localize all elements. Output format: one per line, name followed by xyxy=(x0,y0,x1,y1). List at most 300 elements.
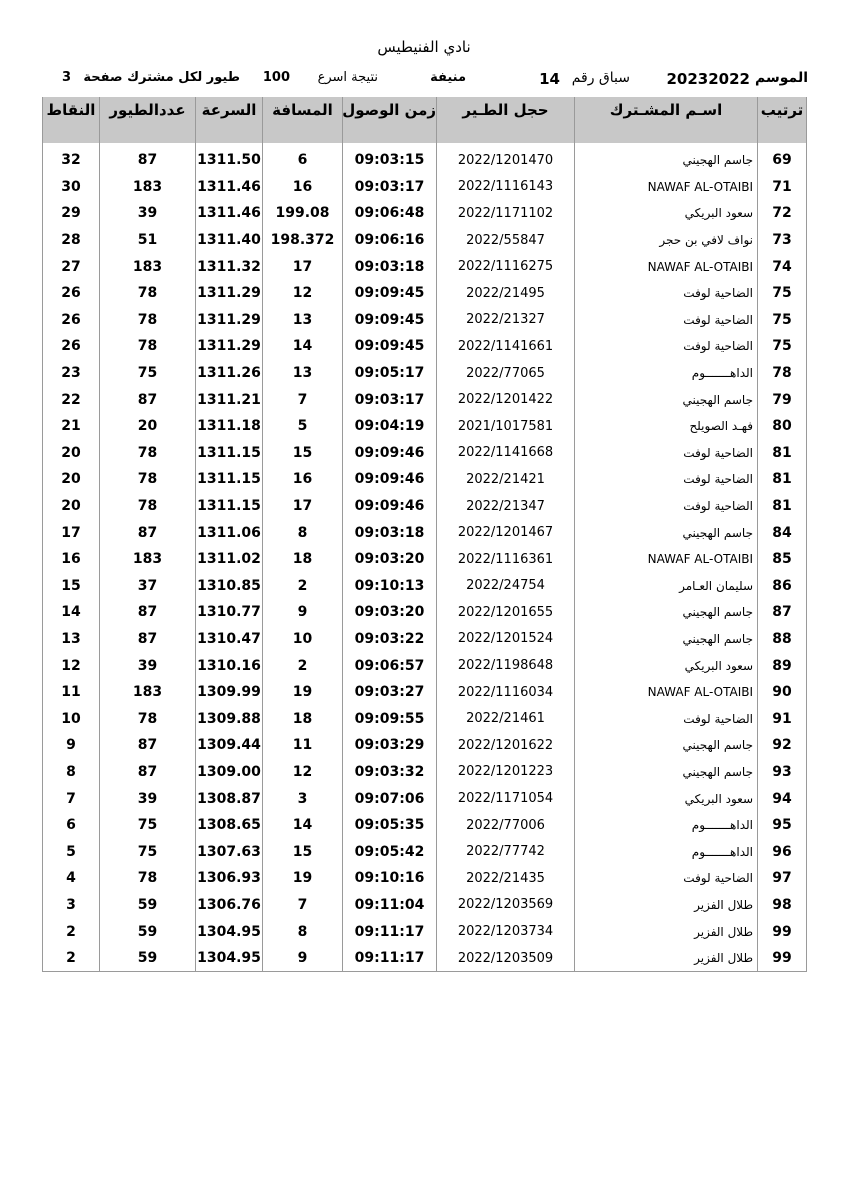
table-row xyxy=(43,143,807,174)
cell-distance: 17 xyxy=(263,253,343,280)
cell-birds: 39 xyxy=(100,200,196,227)
cell-points: 26 xyxy=(43,333,100,360)
table-row xyxy=(43,493,807,520)
header-name: اسـم المشـترك xyxy=(575,97,758,143)
table-row xyxy=(43,227,807,254)
cell-rank: 92 xyxy=(758,732,807,759)
cell-distance: 14 xyxy=(263,333,343,360)
cell-name: الداهـــــــوم xyxy=(575,360,758,387)
cell-arrival: 09:03:17 xyxy=(343,386,437,413)
cell-birds: 78 xyxy=(100,466,196,493)
table-row xyxy=(43,865,807,892)
cell-ring: 2022/1203734 xyxy=(437,918,575,945)
cell-name: جاسم الهجيني xyxy=(575,519,758,546)
header-distance: المسافة xyxy=(263,97,343,143)
cell-rank: 71 xyxy=(758,174,807,201)
cell-arrival: 09:10:16 xyxy=(343,865,437,892)
table-row xyxy=(43,679,807,706)
cell-ring: 2022/1201470 xyxy=(437,143,575,174)
cell-rank: 78 xyxy=(758,360,807,387)
cell-rank: 81 xyxy=(758,493,807,520)
cell-ring: 2022/1141668 xyxy=(437,440,575,467)
cell-arrival: 09:09:46 xyxy=(343,466,437,493)
cell-birds: 78 xyxy=(100,493,196,520)
cell-ring: 2022/1116143 xyxy=(437,174,575,201)
cell-speed: 1311.50 xyxy=(196,143,263,174)
header-arrival: زمن الوصول xyxy=(343,97,437,143)
cell-distance: 11 xyxy=(263,732,343,759)
cell-ring: 2022/1141661 xyxy=(437,333,575,360)
cell-speed: 1311.06 xyxy=(196,519,263,546)
cell-name: الضاحية لوفت xyxy=(575,705,758,732)
cell-ring: 2022/1116361 xyxy=(437,546,575,573)
cell-arrival: 09:09:55 xyxy=(343,705,437,732)
cell-ring: 2022/1171102 xyxy=(437,200,575,227)
cell-name: طلال الفزير xyxy=(575,918,758,945)
cell-points: 23 xyxy=(43,360,100,387)
cell-ring: 2022/21327 xyxy=(437,307,575,334)
cell-ring: 2022/1201622 xyxy=(437,732,575,759)
cell-points: 26 xyxy=(43,307,100,334)
cell-arrival: 09:07:06 xyxy=(343,785,437,812)
cell-distance: 198.372 xyxy=(263,227,343,254)
cell-rank: 75 xyxy=(758,333,807,360)
cell-birds: 183 xyxy=(100,174,196,201)
cell-ring: 2022/1201524 xyxy=(437,626,575,653)
cell-rank: 91 xyxy=(758,705,807,732)
cell-arrival: 09:03:17 xyxy=(343,174,437,201)
race-location: منيفة xyxy=(430,70,466,85)
table-row xyxy=(43,333,807,360)
table-row xyxy=(43,945,807,972)
cell-points: 16 xyxy=(43,546,100,573)
cell-arrival: 09:06:48 xyxy=(343,200,437,227)
cell-rank: 95 xyxy=(758,812,807,839)
cell-birds: 87 xyxy=(100,626,196,653)
cell-points: 28 xyxy=(43,227,100,254)
cell-speed: 1310.16 xyxy=(196,652,263,679)
cell-distance: 199.08 xyxy=(263,200,343,227)
cell-ring: 2022/77006 xyxy=(437,812,575,839)
table-row xyxy=(43,200,807,227)
cell-name: طلال الفزير xyxy=(575,945,758,972)
cell-arrival: 09:05:42 xyxy=(343,838,437,865)
cell-arrival: 09:03:22 xyxy=(343,626,437,653)
cell-name: سليمان العـامر xyxy=(575,573,758,600)
cell-ring: 2022/77742 xyxy=(437,838,575,865)
cell-rank: 84 xyxy=(758,519,807,546)
header-ring: حجل الطـير xyxy=(437,97,575,143)
cell-points: 13 xyxy=(43,626,100,653)
cell-birds: 39 xyxy=(100,785,196,812)
cell-speed: 1311.21 xyxy=(196,386,263,413)
cell-ring: 2022/1201467 xyxy=(437,519,575,546)
cell-points: 11 xyxy=(43,679,100,706)
cell-rank: 72 xyxy=(758,200,807,227)
cell-distance: 19 xyxy=(263,679,343,706)
table-row xyxy=(43,732,807,759)
cell-birds: 87 xyxy=(100,732,196,759)
cell-name: سعود البريكي xyxy=(575,200,758,227)
cell-distance: 19 xyxy=(263,865,343,892)
cell-ring: 2022/77065 xyxy=(437,360,575,387)
cell-distance: 14 xyxy=(263,812,343,839)
cell-arrival: 09:03:20 xyxy=(343,546,437,573)
cell-points: 17 xyxy=(43,519,100,546)
table-row xyxy=(43,812,807,839)
cell-birds: 75 xyxy=(100,812,196,839)
cell-distance: 9 xyxy=(263,945,343,972)
cell-rank: 80 xyxy=(758,413,807,440)
cell-ring: 2022/21421 xyxy=(437,466,575,493)
cell-speed: 1311.15 xyxy=(196,466,263,493)
cell-points: 30 xyxy=(43,174,100,201)
cell-arrival: 09:09:45 xyxy=(343,307,437,334)
cell-points: 6 xyxy=(43,812,100,839)
result-label: نتيجة اسرع xyxy=(317,70,378,85)
cell-name: الضاحية لوفت xyxy=(575,493,758,520)
cell-speed: 1311.46 xyxy=(196,200,263,227)
cell-speed: 1309.44 xyxy=(196,732,263,759)
cell-speed: 1310.47 xyxy=(196,626,263,653)
season-value: 20232022 xyxy=(666,70,750,88)
cell-points: 22 xyxy=(43,386,100,413)
cell-points: 7 xyxy=(43,785,100,812)
cell-speed: 1308.65 xyxy=(196,812,263,839)
cell-arrival: 09:09:46 xyxy=(343,440,437,467)
table-row xyxy=(43,466,807,493)
cell-birds: 87 xyxy=(100,143,196,174)
table-row xyxy=(43,519,807,546)
cell-rank: 96 xyxy=(758,838,807,865)
cell-name: الضاحية لوفت xyxy=(575,440,758,467)
cell-ring: 2022/1203509 xyxy=(437,945,575,972)
cell-birds: 183 xyxy=(100,253,196,280)
cell-speed: 1311.15 xyxy=(196,440,263,467)
cell-points: 4 xyxy=(43,865,100,892)
cell-birds: 75 xyxy=(100,360,196,387)
cell-name: NAWAF AL-OTAIBI xyxy=(575,253,758,280)
cell-distance: 18 xyxy=(263,546,343,573)
cell-rank: 99 xyxy=(758,945,807,972)
table-row xyxy=(43,652,807,679)
cell-birds: 87 xyxy=(100,386,196,413)
header-rank: ترتيب xyxy=(758,97,807,143)
cell-speed: 1306.76 xyxy=(196,892,263,919)
cell-ring: 2022/1203569 xyxy=(437,892,575,919)
cell-speed: 1311.02 xyxy=(196,546,263,573)
season-label: الموسم xyxy=(755,70,808,86)
cell-arrival: 09:09:46 xyxy=(343,493,437,520)
cell-speed: 1304.95 xyxy=(196,945,263,972)
cell-ring: 2022/1201223 xyxy=(437,759,575,786)
cell-points: 15 xyxy=(43,573,100,600)
cell-ring: 2022/55847 xyxy=(437,227,575,254)
table-row xyxy=(43,174,807,201)
cell-arrival: 09:05:35 xyxy=(343,812,437,839)
table-row xyxy=(43,280,807,307)
cell-speed: 1309.88 xyxy=(196,705,263,732)
cell-name: الداهـــــــوم xyxy=(575,812,758,839)
cell-distance: 15 xyxy=(263,838,343,865)
cell-name: نواف لافي بن حجر xyxy=(575,227,758,254)
per-member-label: طيور لكل مشترك صفحة xyxy=(83,70,240,85)
cell-arrival: 09:11:17 xyxy=(343,945,437,972)
cell-ring: 2022/1116275 xyxy=(437,253,575,280)
cell-distance: 7 xyxy=(263,386,343,413)
cell-distance: 17 xyxy=(263,493,343,520)
cell-speed: 1309.00 xyxy=(196,759,263,786)
table-row xyxy=(43,918,807,945)
cell-name: جاسم الهجيني xyxy=(575,143,758,174)
cell-distance: 2 xyxy=(263,652,343,679)
cell-name: طلال الفزير xyxy=(575,892,758,919)
cell-speed: 1304.95 xyxy=(196,918,263,945)
table-row xyxy=(43,440,807,467)
cell-distance: 13 xyxy=(263,360,343,387)
cell-name: الضاحية لوفت xyxy=(575,280,758,307)
table-row xyxy=(43,307,807,334)
cell-arrival: 09:09:45 xyxy=(343,333,437,360)
header-speed: السرعة xyxy=(196,97,263,143)
cell-arrival: 09:06:57 xyxy=(343,652,437,679)
cell-birds: 75 xyxy=(100,838,196,865)
cell-birds: 20 xyxy=(100,413,196,440)
cell-arrival: 09:03:32 xyxy=(343,759,437,786)
cell-arrival: 09:11:17 xyxy=(343,918,437,945)
table-row xyxy=(43,705,807,732)
table-row xyxy=(43,573,807,600)
cell-points: 10 xyxy=(43,705,100,732)
cell-speed: 1311.29 xyxy=(196,307,263,334)
cell-distance: 7 xyxy=(263,892,343,919)
cell-arrival: 09:11:04 xyxy=(343,892,437,919)
cell-distance: 5 xyxy=(263,413,343,440)
results-table xyxy=(42,97,807,972)
cell-birds: 59 xyxy=(100,892,196,919)
table-row xyxy=(43,892,807,919)
result-count: 100 xyxy=(262,70,290,85)
cell-arrival: 09:03:29 xyxy=(343,732,437,759)
cell-points: 2 xyxy=(43,945,100,972)
cell-name: جاسم الهجيني xyxy=(575,759,758,786)
cell-arrival: 09:03:18 xyxy=(343,253,437,280)
cell-birds: 51 xyxy=(100,227,196,254)
cell-points: 3 xyxy=(43,892,100,919)
page-number: 3 xyxy=(61,70,71,85)
cell-birds: 87 xyxy=(100,519,196,546)
cell-speed: 1311.29 xyxy=(196,333,263,360)
cell-birds: 183 xyxy=(100,546,196,573)
cell-points: 12 xyxy=(43,652,100,679)
cell-points: 21 xyxy=(43,413,100,440)
cell-points: 9 xyxy=(43,732,100,759)
cell-rank: 99 xyxy=(758,918,807,945)
cell-birds: 87 xyxy=(100,599,196,626)
cell-ring: 2022/21347 xyxy=(437,493,575,520)
cell-name: الداهـــــــوم xyxy=(575,838,758,865)
cell-rank: 79 xyxy=(758,386,807,413)
table-row xyxy=(43,759,807,786)
cell-speed: 1311.15 xyxy=(196,493,263,520)
race-info-line xyxy=(42,64,808,92)
cell-distance: 10 xyxy=(263,626,343,653)
cell-rank: 85 xyxy=(758,546,807,573)
cell-birds: 78 xyxy=(100,333,196,360)
cell-speed: 1309.99 xyxy=(196,679,263,706)
cell-name: الضاحية لوفت xyxy=(575,466,758,493)
cell-arrival: 09:04:19 xyxy=(343,413,437,440)
cell-birds: 78 xyxy=(100,865,196,892)
cell-ring: 2022/1171054 xyxy=(437,785,575,812)
table-row xyxy=(43,386,807,413)
header-points: النقاط xyxy=(43,97,100,143)
cell-name: NAWAF AL-OTAIBI xyxy=(575,174,758,201)
cell-name: الضاحية لوفت xyxy=(575,333,758,360)
cell-rank: 88 xyxy=(758,626,807,653)
cell-ring: 2022/21435 xyxy=(437,865,575,892)
cell-distance: 6 xyxy=(263,143,343,174)
cell-ring: 2021/1017581 xyxy=(437,413,575,440)
cell-points: 27 xyxy=(43,253,100,280)
cell-points: 2 xyxy=(43,918,100,945)
cell-points: 20 xyxy=(43,440,100,467)
cell-birds: 78 xyxy=(100,440,196,467)
cell-speed: 1311.29 xyxy=(196,280,263,307)
cell-name: NAWAF AL-OTAIBI xyxy=(575,679,758,706)
cell-points: 29 xyxy=(43,200,100,227)
cell-name: NAWAF AL-OTAIBI xyxy=(575,546,758,573)
cell-points: 20 xyxy=(43,466,100,493)
cell-ring: 2022/1198648 xyxy=(437,652,575,679)
cell-rank: 81 xyxy=(758,440,807,467)
race-number: 14 xyxy=(539,70,560,88)
cell-distance: 8 xyxy=(263,519,343,546)
cell-rank: 81 xyxy=(758,466,807,493)
cell-birds: 78 xyxy=(100,280,196,307)
cell-name: الضاحية لوفت xyxy=(575,307,758,334)
cell-speed: 1310.85 xyxy=(196,573,263,600)
cell-points: 20 xyxy=(43,493,100,520)
cell-arrival: 09:03:15 xyxy=(343,143,437,174)
cell-distance: 16 xyxy=(263,466,343,493)
cell-rank: 74 xyxy=(758,253,807,280)
cell-speed: 1310.77 xyxy=(196,599,263,626)
cell-rank: 93 xyxy=(758,759,807,786)
table-row xyxy=(43,546,807,573)
cell-name: الضاحية لوفت xyxy=(575,865,758,892)
cell-arrival: 09:10:13 xyxy=(343,573,437,600)
cell-rank: 75 xyxy=(758,307,807,334)
cell-distance: 12 xyxy=(263,280,343,307)
cell-distance: 18 xyxy=(263,705,343,732)
cell-name: فهـد الصويلح xyxy=(575,413,758,440)
cell-name: سعود البريكي xyxy=(575,652,758,679)
header-birds: عددالطيور xyxy=(100,97,196,143)
cell-ring: 2022/24754 xyxy=(437,573,575,600)
cell-rank: 98 xyxy=(758,892,807,919)
cell-ring: 2022/21495 xyxy=(437,280,575,307)
cell-birds: 37 xyxy=(100,573,196,600)
table-row xyxy=(43,838,807,865)
table-row xyxy=(43,626,807,653)
cell-speed: 1311.18 xyxy=(196,413,263,440)
cell-speed: 1311.32 xyxy=(196,253,263,280)
cell-rank: 90 xyxy=(758,679,807,706)
cell-points: 32 xyxy=(43,143,100,174)
cell-arrival: 09:09:45 xyxy=(343,280,437,307)
cell-speed: 1307.63 xyxy=(196,838,263,865)
table-row xyxy=(43,360,807,387)
cell-rank: 87 xyxy=(758,599,807,626)
table-row xyxy=(43,599,807,626)
cell-distance: 12 xyxy=(263,759,343,786)
cell-rank: 97 xyxy=(758,865,807,892)
cell-speed: 1311.40 xyxy=(196,227,263,254)
cell-arrival: 09:05:17 xyxy=(343,360,437,387)
cell-points: 5 xyxy=(43,838,100,865)
cell-name: سعود البريكي xyxy=(575,785,758,812)
cell-points: 8 xyxy=(43,759,100,786)
race-label: سباق رقم xyxy=(571,70,630,86)
cell-distance: 8 xyxy=(263,918,343,945)
cell-speed: 1308.87 xyxy=(196,785,263,812)
cell-rank: 86 xyxy=(758,573,807,600)
cell-rank: 75 xyxy=(758,280,807,307)
cell-name: جاسم الهجيني xyxy=(575,626,758,653)
cell-name: جاسم الهجيني xyxy=(575,386,758,413)
cell-distance: 13 xyxy=(263,307,343,334)
cell-distance: 15 xyxy=(263,440,343,467)
cell-points: 14 xyxy=(43,599,100,626)
cell-distance: 9 xyxy=(263,599,343,626)
cell-birds: 78 xyxy=(100,307,196,334)
table-header-row xyxy=(43,97,807,143)
table-row xyxy=(43,413,807,440)
cell-birds: 59 xyxy=(100,918,196,945)
cell-points: 26 xyxy=(43,280,100,307)
cell-speed: 1306.93 xyxy=(196,865,263,892)
table-row xyxy=(43,785,807,812)
cell-birds: 87 xyxy=(100,759,196,786)
cell-rank: 73 xyxy=(758,227,807,254)
cell-ring: 2022/1201655 xyxy=(437,599,575,626)
cell-arrival: 09:03:18 xyxy=(343,519,437,546)
table-row xyxy=(43,253,807,280)
cell-speed: 1311.46 xyxy=(196,174,263,201)
cell-arrival: 09:03:27 xyxy=(343,679,437,706)
cell-birds: 59 xyxy=(100,945,196,972)
cell-distance: 2 xyxy=(263,573,343,600)
cell-birds: 39 xyxy=(100,652,196,679)
cell-distance: 16 xyxy=(263,174,343,201)
cell-speed: 1311.26 xyxy=(196,360,263,387)
cell-arrival: 09:06:16 xyxy=(343,227,437,254)
cell-ring: 2022/1116034 xyxy=(437,679,575,706)
cell-rank: 89 xyxy=(758,652,807,679)
cell-rank: 94 xyxy=(758,785,807,812)
table-body xyxy=(43,143,807,972)
cell-birds: 78 xyxy=(100,705,196,732)
club-title: نادي الفنيطيس xyxy=(377,38,471,56)
cell-rank: 69 xyxy=(758,143,807,174)
cell-birds: 183 xyxy=(100,679,196,706)
cell-name: جاسم الهجيني xyxy=(575,599,758,626)
cell-arrival: 09:03:20 xyxy=(343,599,437,626)
cell-ring: 2022/21461 xyxy=(437,705,575,732)
cell-name: جاسم الهجيني xyxy=(575,732,758,759)
cell-distance: 3 xyxy=(263,785,343,812)
